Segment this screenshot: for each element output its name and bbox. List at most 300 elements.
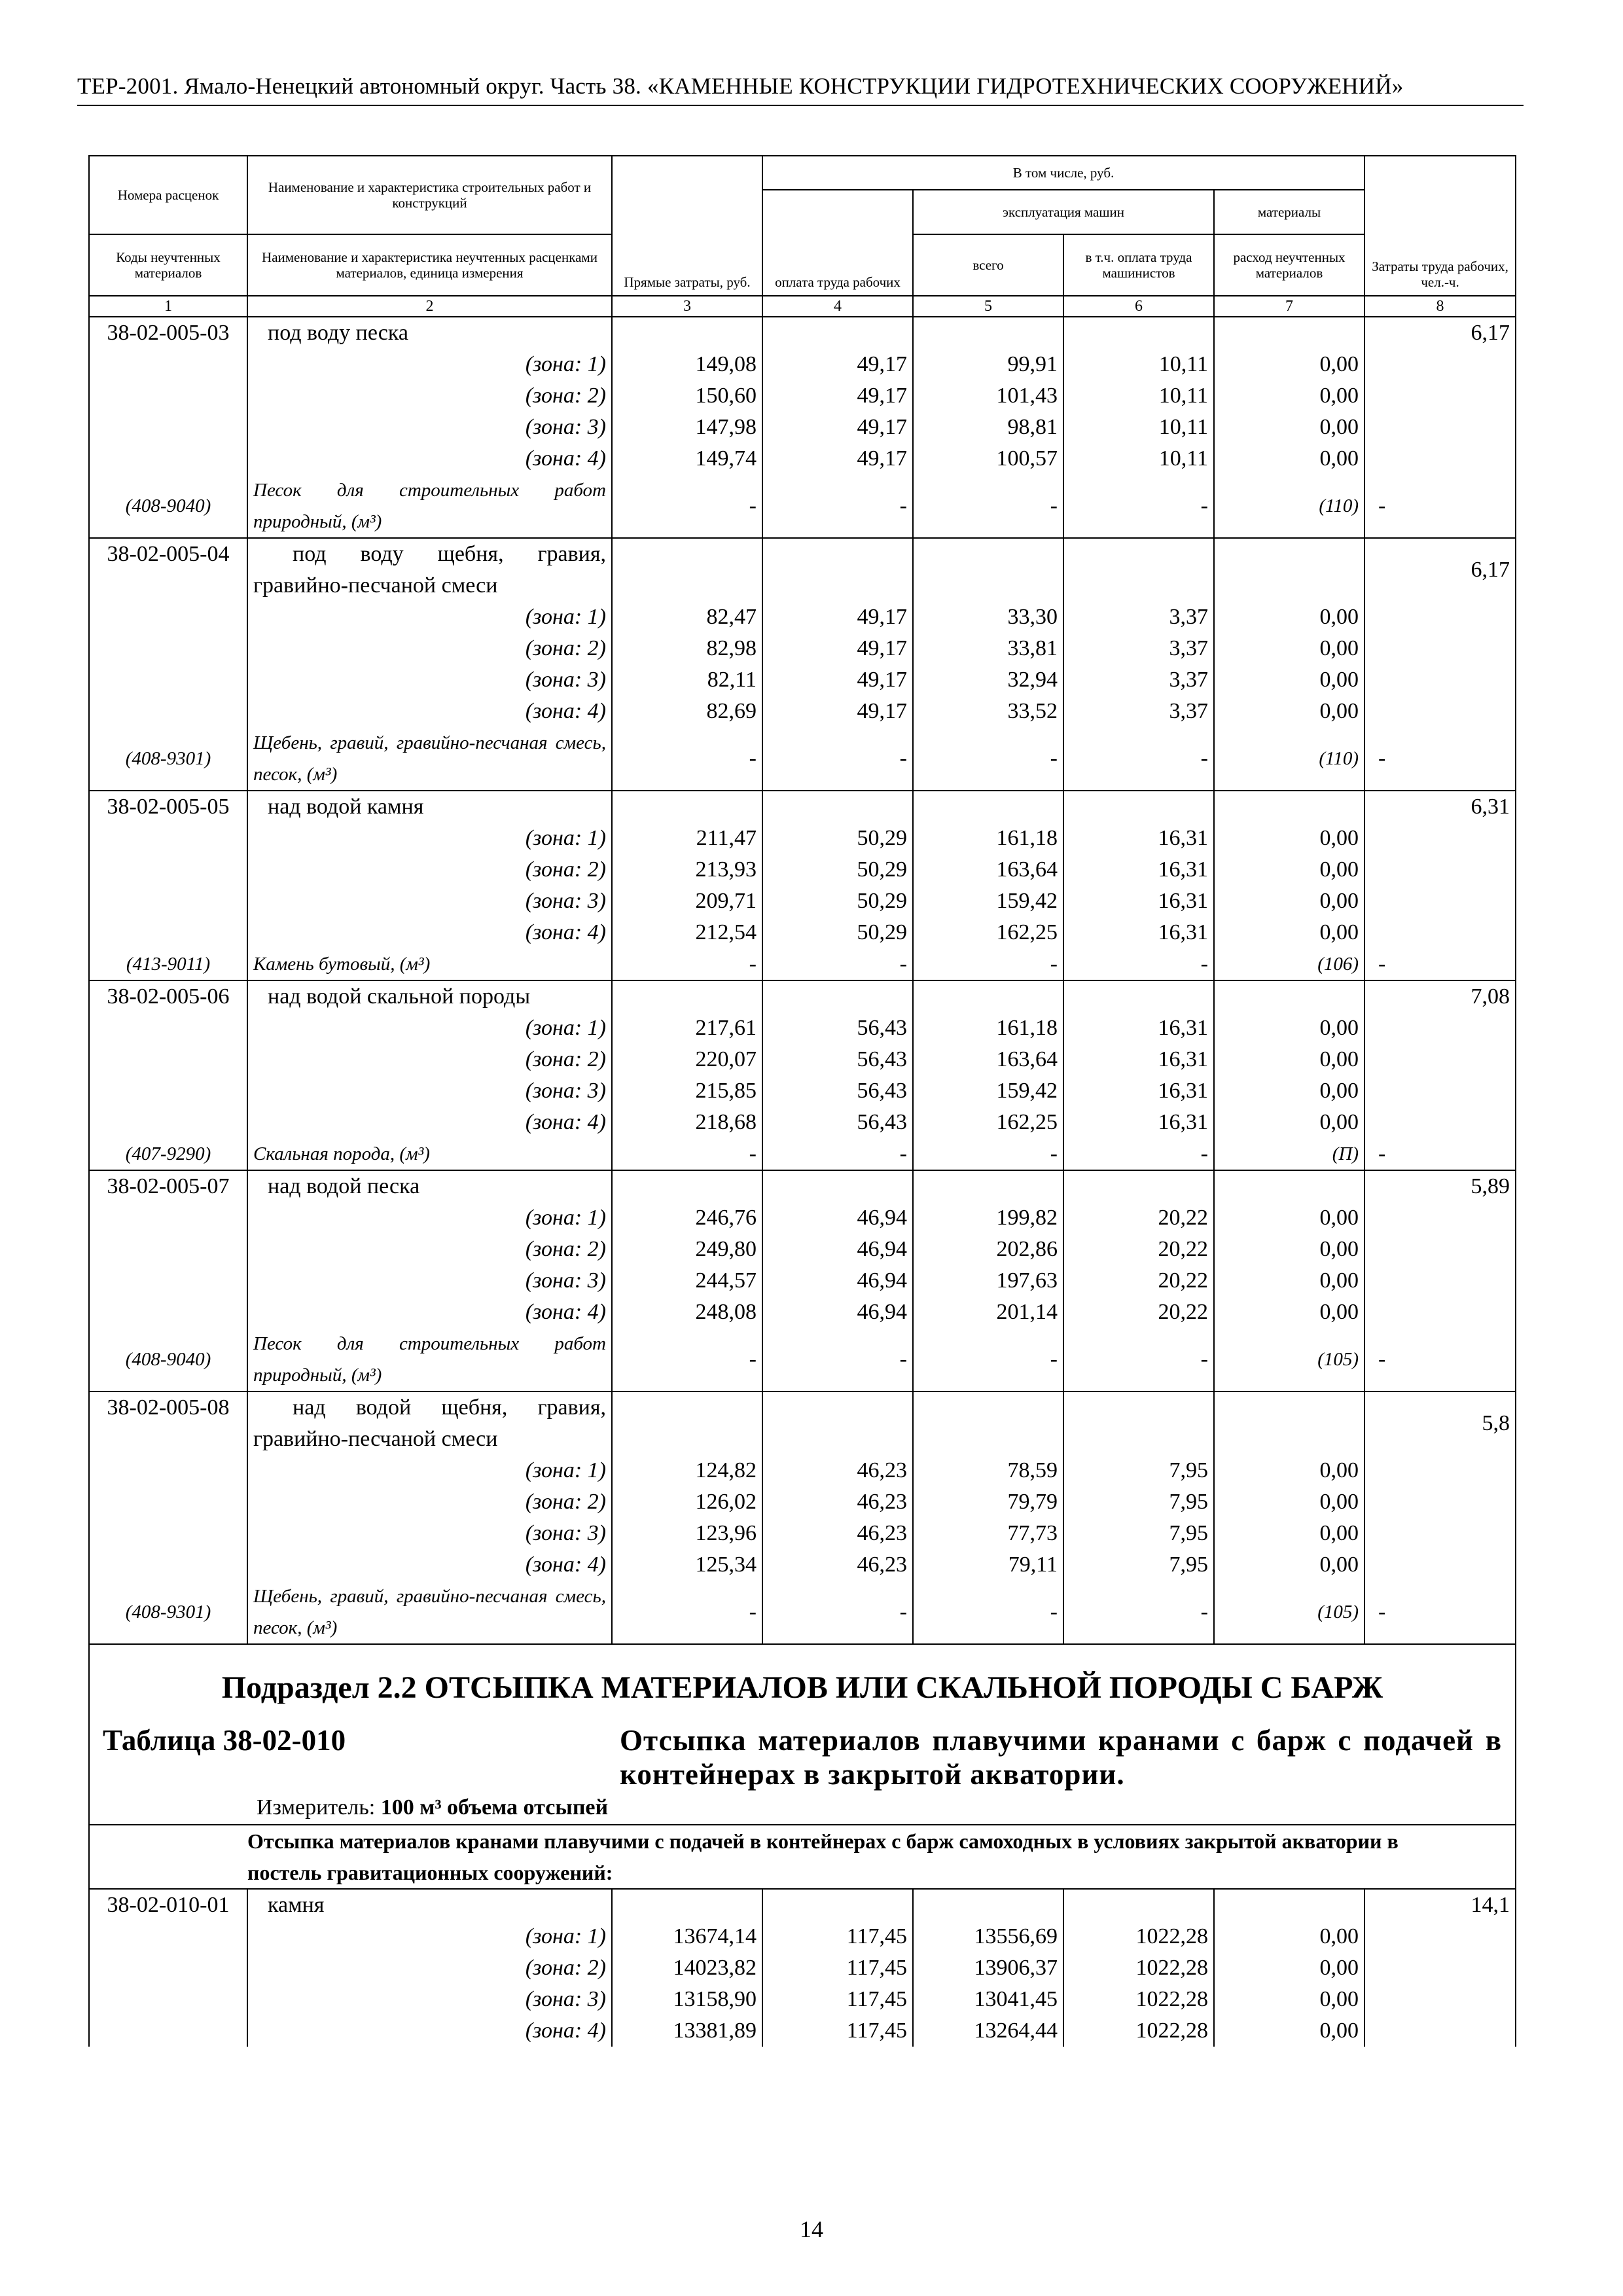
value-cell: 77,73 (913, 1518, 1063, 1549)
value-cell: 3,37 (1063, 601, 1214, 633)
value-cell: 50,29 (762, 917, 913, 948)
value-cell: 201,14 (913, 1297, 1063, 1328)
value-cell: 82,69 (612, 696, 762, 727)
rate-title-row (89, 1889, 1516, 1921)
material-code: (408-9301) (89, 1581, 247, 1644)
zone-label: (зона: 1) (247, 1455, 612, 1486)
value-cell: 46,94 (762, 1202, 913, 1234)
zone-label: (зона: 2) (247, 1044, 612, 1075)
dash-cell: - (612, 475, 762, 538)
value-cell: 50,29 (762, 854, 913, 886)
empty-cell (1214, 1170, 1364, 1202)
zone-label: (зона: 3) (247, 664, 612, 696)
empty-cell (1063, 317, 1214, 349)
value-cell: 149,74 (612, 443, 762, 475)
empty-cell (612, 791, 762, 823)
value-cell: 123,96 (612, 1518, 762, 1549)
zone-label: (зона: 4) (247, 696, 612, 727)
empty-cell (89, 349, 247, 380)
value-cell: 13556,69 (913, 1921, 1063, 1952)
value-cell: 163,64 (913, 854, 1063, 886)
value-cell: 20,22 (1063, 1234, 1214, 1265)
dash-cell: - (762, 948, 913, 980)
value-cell: 46,94 (762, 1265, 913, 1297)
value-cell: 82,98 (612, 633, 762, 664)
value-cell: 56,43 (762, 1075, 913, 1107)
zone-row (89, 823, 1516, 854)
value-cell: 20,22 (1063, 1265, 1214, 1297)
value-cell: 0,00 (1214, 1075, 1364, 1107)
zone-label: (зона: 3) (247, 1984, 612, 2015)
material-name: Камень бутовый, (м³) (247, 948, 612, 980)
empty-cell (1364, 1549, 1516, 1581)
value-cell: 46,23 (762, 1455, 913, 1486)
rate-code: 38-02-005-06 (89, 980, 247, 1013)
zone-row (89, 1549, 1516, 1581)
zone-row (89, 1486, 1516, 1518)
value-cell: 46,94 (762, 1234, 913, 1265)
column-number: 3 (612, 296, 762, 317)
empty-cell (913, 317, 1063, 349)
empty-cell (1364, 380, 1516, 412)
value-cell: 13906,37 (913, 1952, 1063, 1984)
value-cell: 212,54 (612, 917, 762, 948)
empty-cell (1364, 1455, 1516, 1486)
value-cell: 248,08 (612, 1297, 762, 1328)
labor-cost: 14,1 (1364, 1889, 1516, 1921)
value-cell: 16,31 (1063, 917, 1214, 948)
column-number: 1 (89, 296, 247, 317)
zone-label: (зона: 1) (247, 1202, 612, 1234)
empty-cell (89, 886, 247, 917)
material-row (89, 1328, 1516, 1391)
empty-cell (89, 1921, 247, 1952)
empty-cell (1364, 1921, 1516, 1952)
value-cell: 100,57 (913, 443, 1063, 475)
material-code: (407-9290) (89, 1138, 247, 1170)
rate-title-row (89, 1170, 1516, 1202)
value-cell: 33,52 (913, 696, 1063, 727)
material-qty: (105) (1214, 1581, 1364, 1644)
value-cell: 16,31 (1063, 886, 1214, 917)
empty-cell (1364, 1107, 1516, 1138)
column-number: 2 (247, 296, 612, 317)
empty-cell (1063, 538, 1214, 601)
empty-cell (1063, 1889, 1214, 1921)
value-cell: 159,42 (913, 886, 1063, 917)
value-cell: 46,23 (762, 1518, 913, 1549)
value-cell: 246,76 (612, 1202, 762, 1234)
empty-cell (1364, 349, 1516, 380)
value-cell: 20,22 (1063, 1297, 1214, 1328)
rate-title-row (89, 538, 1516, 601)
value-cell: 162,25 (913, 1107, 1063, 1138)
value-cell: 218,68 (612, 1107, 762, 1138)
value-cell: 0,00 (1214, 2015, 1364, 2047)
col1-header-top: Номера расценок (89, 156, 247, 234)
value-cell: 211,47 (612, 823, 762, 854)
empty-cell (1364, 1075, 1516, 1107)
material-name: Щебень, гравий, гравийно-песчаная смесь, песок, (м³) (247, 727, 612, 791)
value-cell: 0,00 (1214, 443, 1364, 475)
zone-row (89, 443, 1516, 475)
rate-title-row (89, 791, 1516, 823)
value-cell: 117,45 (762, 2015, 913, 2047)
header-rule (77, 105, 1524, 106)
rate-title-row (89, 317, 1516, 349)
dash-cell: - (913, 1581, 1063, 1644)
empty-cell (1364, 696, 1516, 727)
value-cell: 124,82 (612, 1455, 762, 1486)
value-cell: 1022,28 (1063, 1952, 1214, 1984)
empty-cell (612, 980, 762, 1013)
included-header: В том числе, руб. (762, 156, 1364, 190)
material-code: (413-9011) (89, 948, 247, 980)
value-cell: 7,95 (1063, 1549, 1214, 1581)
value-cell: 99,91 (913, 349, 1063, 380)
empty-cell (1214, 1391, 1364, 1455)
column-number: 6 (1063, 296, 1214, 317)
value-cell: 49,17 (762, 696, 913, 727)
empty-cell (89, 1825, 247, 1889)
value-cell: 0,00 (1214, 1234, 1364, 1265)
labor-cost: 5,89 (1364, 1170, 1516, 1202)
empty-cell (612, 1170, 762, 1202)
value-cell: 56,43 (762, 1044, 913, 1075)
rate-title: над водой скальной породы (247, 980, 612, 1013)
value-cell: 213,93 (612, 854, 762, 886)
value-cell: 0,00 (1214, 1455, 1364, 1486)
page-number: 14 (800, 2216, 823, 2242)
empty-cell (89, 1202, 247, 1234)
value-cell: 79,79 (913, 1486, 1063, 1518)
zone-row (89, 601, 1516, 633)
dash-cell: - (612, 1581, 762, 1644)
value-cell: 0,00 (1214, 854, 1364, 886)
empty-cell (89, 696, 247, 727)
value-cell: 149,08 (612, 349, 762, 380)
empty-cell (89, 1486, 247, 1518)
value-cell: 46,94 (762, 1297, 913, 1328)
empty-cell (612, 317, 762, 349)
empty-cell (1364, 1265, 1516, 1297)
zone-label: (зона: 1) (247, 1013, 612, 1044)
zone-label: (зона: 3) (247, 886, 612, 917)
empty-cell (612, 538, 762, 601)
value-cell: 0,00 (1214, 1265, 1364, 1297)
value-cell: 7,95 (1063, 1455, 1214, 1486)
value-cell: 7,95 (1063, 1486, 1214, 1518)
value-cell: 1022,28 (1063, 1921, 1214, 1952)
dash-cell: - (612, 948, 762, 980)
rate-code: 38-02-005-05 (89, 791, 247, 823)
zone-label: (зона: 1) (247, 1921, 612, 1952)
empty-cell (89, 664, 247, 696)
material-name: Песок для строительных работ природный, (м³) (247, 1328, 612, 1391)
zone-row (89, 1518, 1516, 1549)
zone-label: (зона: 3) (247, 412, 612, 443)
rate-title-row (89, 1391, 1516, 1455)
labor-cost: 6,31 (1364, 791, 1516, 823)
zone-label: (зона: 2) (247, 1234, 612, 1265)
value-cell: 159,42 (913, 1075, 1063, 1107)
material-name: Песок для строительных работ природный, (м³) (247, 475, 612, 538)
labor-cost: 5,8 (1364, 1391, 1516, 1455)
value-cell: 117,45 (762, 1921, 913, 1952)
zone-row (89, 1952, 1516, 1984)
empty-cell (1364, 854, 1516, 886)
empty-cell (1214, 1889, 1364, 1921)
dash-cell: - (1364, 948, 1516, 980)
value-cell: 33,81 (913, 633, 1063, 664)
rate-title: под воду песка (247, 317, 612, 349)
value-cell: 10,11 (1063, 349, 1214, 380)
empty-cell (1364, 823, 1516, 854)
dash-cell: - (913, 1328, 1063, 1391)
value-cell: 49,17 (762, 380, 913, 412)
value-cell: 13158,90 (612, 1984, 762, 2015)
value-cell: 162,25 (913, 917, 1063, 948)
empty-cell (1364, 1518, 1516, 1549)
value-cell: 0,00 (1214, 1549, 1364, 1581)
empty-cell (612, 1391, 762, 1455)
value-cell: 0,00 (1214, 412, 1364, 443)
value-cell: 3,37 (1063, 633, 1214, 664)
material-code: (408-9040) (89, 475, 247, 538)
value-cell: 249,80 (612, 1234, 762, 1265)
value-cell: 147,98 (612, 412, 762, 443)
value-cell: 1022,28 (1063, 1984, 1214, 2015)
value-cell: 220,07 (612, 1044, 762, 1075)
empty-cell (1364, 412, 1516, 443)
rate-code: 38-02-005-04 (89, 538, 247, 601)
col3-header: Прямые затраты, руб. (612, 156, 762, 296)
value-cell: 13381,89 (612, 2015, 762, 2047)
zone-label: (зона: 1) (247, 349, 612, 380)
col4-header: оплата труда рабочих (762, 190, 913, 296)
value-cell: 78,59 (913, 1455, 1063, 1486)
dash-cell: - (1364, 727, 1516, 791)
measure-prefix: Измеритель: (257, 1795, 381, 1820)
empty-cell (1364, 1486, 1516, 1518)
zone-row (89, 349, 1516, 380)
subsection-title: Подраздел 2.2 ОТСЫПКА МАТЕРИАЛОВ ИЛИ СКАЛЬНОЙ ПОРОДЫ С БАРЖ (89, 1644, 1516, 1704)
dash-cell: - (762, 1581, 913, 1644)
value-cell: 10,11 (1063, 380, 1214, 412)
value-cell: 126,02 (612, 1486, 762, 1518)
empty-cell (1214, 317, 1364, 349)
zone-label: (зона: 4) (247, 443, 612, 475)
value-cell: 215,85 (612, 1075, 762, 1107)
table-label: Таблица 38-02-010 (103, 1724, 346, 1757)
empty-cell (762, 1170, 913, 1202)
zone-label: (зона: 3) (247, 1518, 612, 1549)
empty-cell (89, 1075, 247, 1107)
empty-cell (1364, 886, 1516, 917)
value-cell: 16,31 (1063, 823, 1214, 854)
material-row (89, 1138, 1516, 1170)
empty-cell (89, 854, 247, 886)
dash-cell: - (1063, 1138, 1214, 1170)
table-title: Отсыпка материалов плавучими кранами с барж с подачей в контейнерах в закрытой акватории. (620, 1724, 1503, 1791)
value-cell: 117,45 (762, 1952, 913, 1984)
empty-cell (1364, 664, 1516, 696)
zone-row (89, 633, 1516, 664)
zone-row (89, 1265, 1516, 1297)
dash-cell: - (1364, 475, 1516, 538)
value-cell: 49,17 (762, 443, 913, 475)
value-cell: 98,81 (913, 412, 1063, 443)
empty-cell (89, 1455, 247, 1486)
empty-cell (89, 1549, 247, 1581)
value-cell: 82,11 (612, 664, 762, 696)
empty-cell (913, 1391, 1063, 1455)
material-qty: (П) (1214, 1138, 1364, 1170)
col7-header: расход неучтенных материалов (1214, 234, 1364, 296)
rate-code: 38-02-005-07 (89, 1170, 247, 1202)
empty-cell (1063, 791, 1214, 823)
zone-row (89, 1202, 1516, 1234)
value-cell: 0,00 (1214, 1107, 1364, 1138)
labor-cost: 6,17 (1364, 317, 1516, 349)
empty-cell (1214, 791, 1364, 823)
empty-cell (89, 1518, 247, 1549)
zone-label: (зона: 3) (247, 1265, 612, 1297)
column-number: 8 (1364, 296, 1516, 317)
rate-title: над водой песка (247, 1170, 612, 1202)
empty-cell (1364, 1044, 1516, 1075)
value-cell: 0,00 (1214, 1297, 1364, 1328)
value-cell: 0,00 (1214, 1518, 1364, 1549)
material-qty: (106) (1214, 948, 1364, 980)
value-cell: 13041,45 (913, 1984, 1063, 2015)
empty-cell (762, 538, 913, 601)
value-cell: 150,60 (612, 380, 762, 412)
labor-cost: 7,08 (1364, 980, 1516, 1013)
value-cell: 0,00 (1214, 917, 1364, 948)
value-cell: 199,82 (913, 1202, 1063, 1234)
labor-cost: 6,17 (1364, 538, 1516, 601)
zone-label: (зона: 4) (247, 1549, 612, 1581)
empty-cell (1364, 1297, 1516, 1328)
value-cell: 0,00 (1214, 349, 1364, 380)
empty-cell (1364, 2015, 1516, 2047)
value-cell: 16,31 (1063, 1013, 1214, 1044)
empty-cell (89, 633, 247, 664)
value-cell: 49,17 (762, 664, 913, 696)
col2-header-top: Наименование и характеристика строительных работ и конструкций (247, 156, 612, 234)
empty-cell (1063, 1391, 1214, 1455)
value-cell: 0,00 (1214, 823, 1364, 854)
value-cell: 0,00 (1214, 1202, 1364, 1234)
value-cell: 16,31 (1063, 1107, 1214, 1138)
dash-cell: - (612, 1328, 762, 1391)
empty-cell (89, 1952, 247, 1984)
material-name: Скальная порода, (м³) (247, 1138, 612, 1170)
empty-cell (89, 380, 247, 412)
empty-cell (89, 1234, 247, 1265)
value-cell: 50,29 (762, 823, 913, 854)
value-cell: 49,17 (762, 412, 913, 443)
empty-cell (612, 1889, 762, 1921)
rate-title: камня (247, 1889, 612, 1921)
dash-cell: - (913, 475, 1063, 538)
zone-row (89, 1013, 1516, 1044)
dash-cell: - (1063, 1328, 1214, 1391)
value-cell: 209,71 (612, 886, 762, 917)
empty-cell (89, 1107, 247, 1138)
dash-cell: - (1063, 727, 1214, 791)
value-cell: 244,57 (612, 1265, 762, 1297)
value-cell: 0,00 (1214, 664, 1364, 696)
empty-cell (762, 1391, 913, 1455)
empty-cell (1364, 1234, 1516, 1265)
empty-cell (762, 317, 913, 349)
value-cell: 13264,44 (913, 2015, 1063, 2047)
value-cell: 79,11 (913, 1549, 1063, 1581)
value-cell: 101,43 (913, 380, 1063, 412)
value-cell: 13674,14 (612, 1921, 762, 1952)
value-cell: 10,11 (1063, 443, 1214, 475)
value-cell: 10,11 (1063, 412, 1214, 443)
value-cell: 0,00 (1214, 633, 1364, 664)
zone-row (89, 412, 1516, 443)
material-row (89, 948, 1516, 980)
value-cell: 217,61 (612, 1013, 762, 1044)
dash-cell: - (762, 1138, 913, 1170)
material-qty: (110) (1214, 727, 1364, 791)
empty-cell (1364, 1984, 1516, 2015)
empty-cell (89, 1984, 247, 2015)
dash-cell: - (913, 948, 1063, 980)
value-cell: 202,86 (913, 1234, 1063, 1265)
table-heading (89, 1704, 1516, 1825)
zone-row (89, 1984, 1516, 2015)
empty-cell (1364, 601, 1516, 633)
empty-cell (89, 601, 247, 633)
empty-cell (89, 917, 247, 948)
measure (103, 1791, 1502, 1824)
empty-cell (913, 1889, 1063, 1921)
material-row (89, 475, 1516, 538)
page-header: ТЕР-2001. Ямало-Ненецкий автономный округ. Часть 38. «КАМЕННЫЕ КОНСТРУКЦИИ ГИДРОТЕХНИЧЕСКИХ СООРУЖЕНИЙ» (77, 73, 1404, 99)
value-cell: 0,00 (1214, 886, 1364, 917)
value-cell: 16,31 (1063, 1075, 1214, 1107)
section-note: Отсыпка материалов кранами плавучими с подачей в контейнерах с барж самоходных в условиях закрытой акватории в постель гравитационных сооружений: (247, 1825, 1516, 1889)
value-cell: 82,47 (612, 601, 762, 633)
rate-code: 38-02-005-03 (89, 317, 247, 349)
empty-cell (1364, 633, 1516, 664)
dash-cell: - (1063, 475, 1214, 538)
zone-row (89, 1921, 1516, 1952)
empty-cell (89, 412, 247, 443)
zone-row (89, 1044, 1516, 1075)
dash-cell: - (762, 475, 913, 538)
zone-label: (зона: 2) (247, 854, 612, 886)
dash-cell: - (1063, 948, 1214, 980)
empty-cell (762, 1889, 913, 1921)
zone-label: (зона: 4) (247, 917, 612, 948)
value-cell: 125,34 (612, 1549, 762, 1581)
zone-row (89, 696, 1516, 727)
zone-label: (зона: 3) (247, 1075, 612, 1107)
zone-row (89, 886, 1516, 917)
zone-row (89, 2015, 1516, 2047)
machines-header: эксплуатация машин (913, 190, 1214, 234)
dash-cell: - (612, 1138, 762, 1170)
value-cell: 46,23 (762, 1486, 913, 1518)
empty-cell (1364, 917, 1516, 948)
